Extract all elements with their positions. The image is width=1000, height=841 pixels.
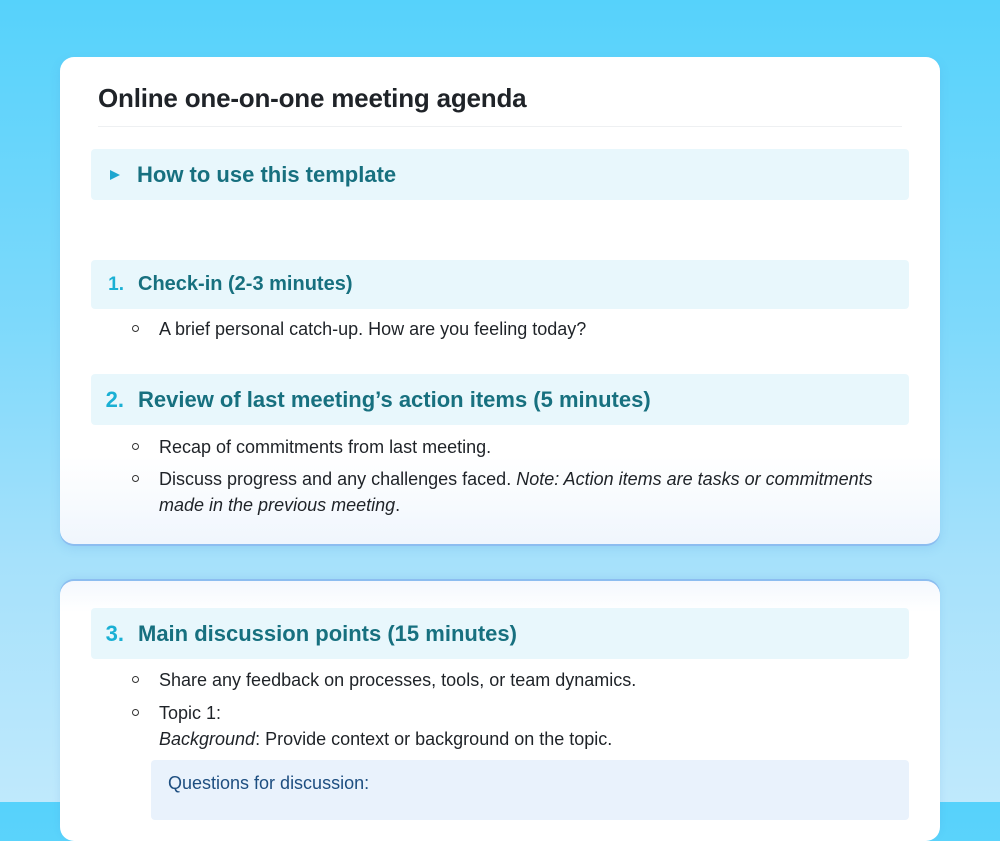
hollow-bullet-icon [132,709,139,716]
section-heading-checkin [91,260,909,309]
hollow-bullet-icon [132,325,139,332]
agenda-card-bottom [60,581,940,841]
section-heading-text: Review of last meeting’s action items (5 minutes) [138,386,651,412]
hollow-bullet-icon [132,443,139,450]
section-heading-text: Check-in (2-3 minutes) [138,273,353,295]
note-italic: Note: Action items are tasks or commitments made in the previous meeting [159,469,873,515]
hollow-bullet-icon [132,676,139,683]
hollow-bullet-icon [132,475,139,482]
how-to-use-expand[interactable] [91,149,909,200]
questions-panel [151,760,909,820]
section-heading-main-discussion [91,608,909,659]
expand-label: How to use this template [137,161,397,187]
agenda-card-top [60,57,940,544]
background-label: Background [159,729,256,749]
page-title: Online one-on-one meeting agenda [98,83,527,113]
title-divider [98,126,902,127]
section-number: 3. [105,620,124,646]
section-number: 2. [105,386,124,412]
list-item: Topic 1: Background: Provide context or background on the topic. [159,700,880,752]
list-item: A brief personal catch-up. How are you feeling today? [159,316,880,342]
list-item: Recap of commitments from last meeting. [159,434,880,460]
list-item: Discuss progress and any challenges faced. Note: Action items are tasks or commitments made in the previous meeting. [159,466,880,518]
section-heading-text: Main discussion points (15 minutes) [138,620,517,646]
section-heading-review [91,374,909,425]
expand-triangle-icon[interactable] [110,170,120,180]
section-number: 1. [108,273,124,295]
list-item: Share any feedback on processes, tools, or team dynamics. [159,667,880,693]
questions-label: Questions for discussion: [168,773,370,793]
